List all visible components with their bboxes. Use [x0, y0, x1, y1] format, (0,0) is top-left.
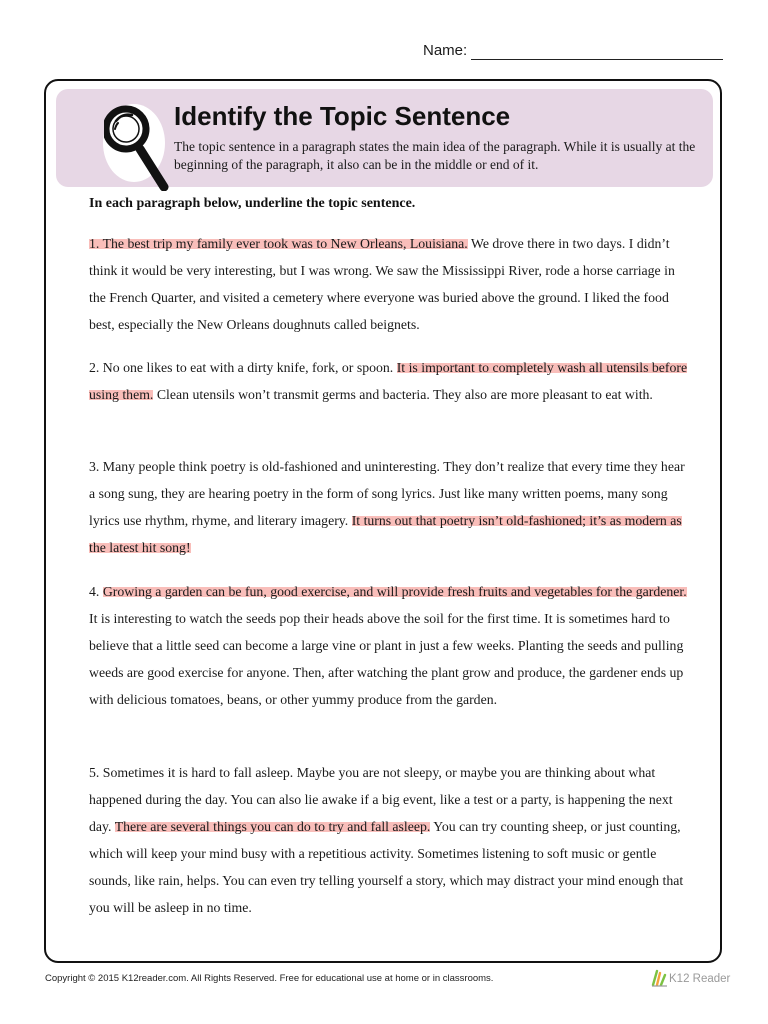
paragraph-text: We drove there in two days. I didn’t think it would be very interesting, but I was wrong. We saw the Mississippi River, rode a horse carriage in the French Quarter, and visited a cemetery where everyone was buried above the ground. I liked the food best, especially the New Orleans doughnuts called beignets. — [89, 236, 675, 332]
topic-sentence[interactable]: There are several things you can do to try and fall asleep. — [114, 819, 431, 834]
paragraph-text: No one likes to eat with a dirty knife, fork, or spoon. — [99, 360, 397, 375]
name-blank-line[interactable] — [471, 59, 723, 60]
instruction-text: In each paragraph below, underline the topic sentence. — [89, 196, 416, 211]
paragraph-number: 3. — [89, 459, 100, 474]
copyright-text: Copyright © 2015 K12reader.com. All Rights Reserved. Free for educational use at home or in classrooms. — [45, 973, 494, 984]
highlight-1 — [89, 236, 468, 251]
page-subtitle: The topic sentence in a paragraph states the main idea of the paragraph. While it is usually at the beginning of the paragraph, it also can be in the middle or end of it. — [174, 139, 696, 172]
paragraph-text: You can try counting sheep, or just counting, which will keep your mind busy with a repetitious activity. Sometimes listening to soft music or gentle sounds, like rain, helps. You can even try telling yourself a story, which may distract your mind enough that you will be asleep in no time. — [89, 819, 684, 915]
paragraph-5 — [89, 759, 689, 921]
name-field[interactable] — [423, 42, 723, 64]
page-title: Identify the Topic Sentence — [174, 101, 511, 131]
k12-reader-logo[interactable] — [650, 967, 730, 989]
paragraph-number: 4. — [89, 584, 100, 599]
paragraph-1 — [89, 230, 689, 338]
paragraph-number: 5. — [89, 765, 100, 780]
k12-reader-logo-icon — [650, 967, 670, 987]
topic-sentence[interactable]: It is important to completely wash all utensils before using them. — [89, 360, 688, 402]
logo-text: K12 Reader — [669, 973, 731, 985]
magnifying-glass-icon — [104, 99, 176, 191]
paragraph-number: 2. — [89, 360, 100, 375]
header-box — [56, 89, 713, 187]
paragraph-2 — [89, 354, 689, 408]
paragraph-text: Clean utensils won’t transmit germs and bacteria. They also are more pleasant to eat with. — [153, 387, 653, 402]
paragraph-number: 1. — [89, 236, 100, 251]
topic-sentence[interactable]: It turns out that poetry isn’t old-fashioned; it’s as modern as the latest hit song! — [89, 513, 682, 555]
paragraph-text: Sometimes it is hard to fall asleep. Maybe you are not sleepy, or maybe you are thinking about what happened during the day. You can also lie awake if a big event, like a test or a party, is happening the next day. — [89, 765, 673, 834]
paragraph-3 — [89, 453, 689, 561]
paragraph-text: Many people think poetry is old-fashioned and uninteresting. They don’t realize that every time they hear a song sung, they are hearing poetry in the form of song lyrics. Just like many written poems, many song lyrics use rhythm, rhyme, and literary imagery. — [89, 459, 685, 528]
paragraph-4 — [89, 578, 689, 713]
paragraph-text: It is interesting to watch the seeds pop their heads above the soil for the first time. It is sometimes hard to believe that a little seed can become a large vine or plant in just a few weeks. Planting the seeds and pulling weeds are good exercise for anyone. Then, after watching the plant grow and produce, the gardener ends up with delicious tomatoes, beans, or other yummy produce from the garden. — [89, 611, 684, 707]
topic-sentence[interactable]: The best trip my family ever took was to New Orleans, Louisiana. — [102, 236, 468, 251]
worksheet-frame — [44, 79, 722, 963]
topic-sentence[interactable]: Growing a garden can be fun, good exercise, and will provide fresh fruits and vegetables for the gardener. — [102, 584, 687, 599]
name-label: Name: — [423, 42, 468, 59]
